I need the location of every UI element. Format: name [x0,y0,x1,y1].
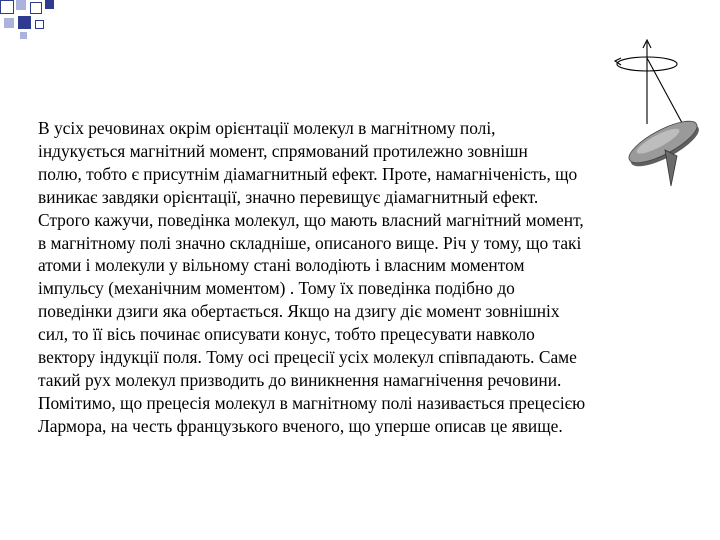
text-line: атоми і молекули у вільному стані володіють і власним моментом [38,255,525,276]
text-line: полю, тобто є присутнім діамагнитный ефект. Проте, намагніченість, що [38,163,578,184]
deco-square [16,0,26,10]
deco-square [0,0,14,14]
deco-square [45,0,54,9]
text-line: такий рух молекул призводить до виникнення намагнічення речовини. [38,369,562,390]
text-line: Лармора, на честь французького вченого, що уперше описав це явище. [38,415,563,436]
text-line: в магнітному полі значно складніше, описаного вище. Річ у тому, що такі [38,232,582,253]
deco-square [20,32,27,39]
text-line: імпульсу (механічним моментом) . Тому їх поведінка подібно до [38,278,515,299]
text-line: Строго кажучи, поведінка молекул, що мають власний магнітний момент, [38,209,584,230]
text-line: В усіх речовинах окрім орієнтації молекул в магнітному полі, [38,118,496,138]
deco-square [18,16,31,29]
deco-square [30,2,42,14]
text-line: виникає завдяки орієнтації, значно перевищує діамагнитный ефект. [38,186,539,207]
corner-squares-decoration [0,0,60,40]
text-line: вектору індукції поля. Тому осі прецесії усіх молекул співпадають. Саме [38,347,577,368]
deco-square [35,20,44,29]
deco-square [4,18,14,28]
body-text [38,117,688,438]
text-line: Помітимо, що прецесія молекул в магнітному полі називається прецесією [38,392,586,413]
text-line: поведінки дзиги яка обертається. Якщо на дзигу діє момент зовнішніх [38,301,560,322]
text-line: сил, то її вісь починає описувати конус, тобто прецесувати навколо [38,324,535,345]
text-line: індукується магнітний момент, спрямований протилежно зовнішн [38,140,528,161]
